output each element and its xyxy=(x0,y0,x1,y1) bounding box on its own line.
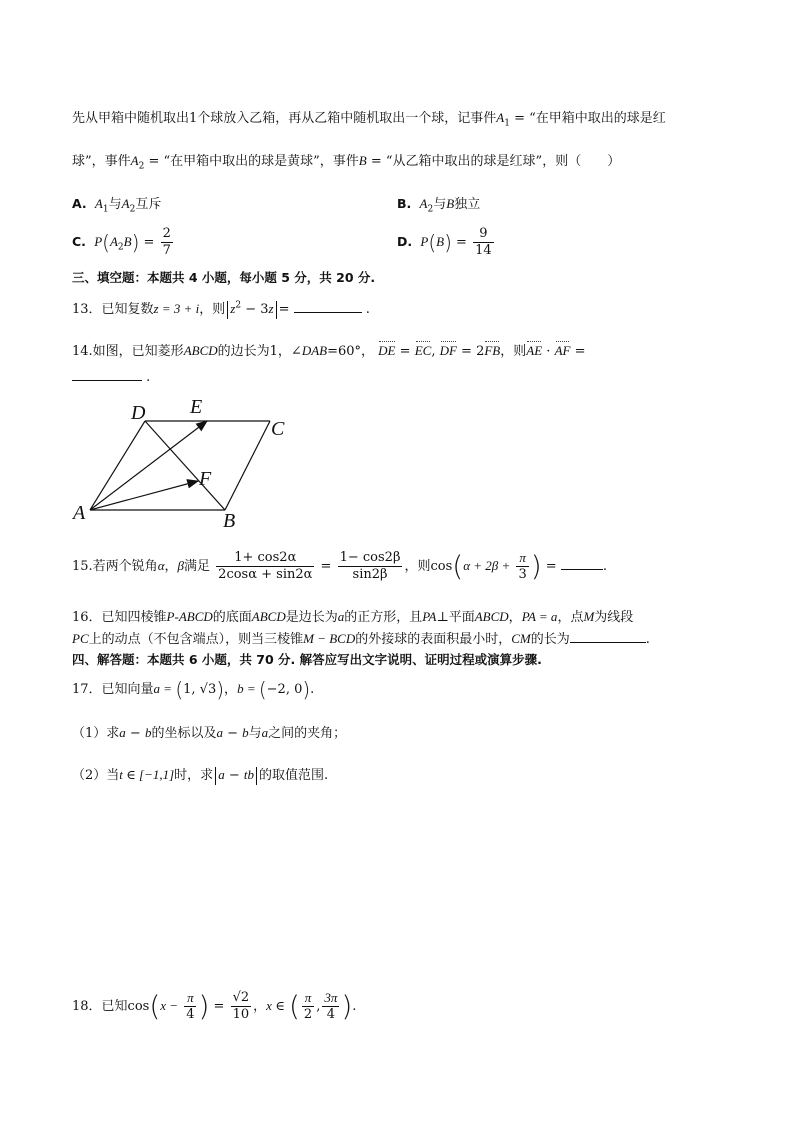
option-d: D. P(B) = $\frac{9}{14}$ xyxy=(397,226,492,258)
question-14: 14.如图，已知菱形ABCD的边长为1，∠DAB=60°， DE = EC, DF = 2FB，则AE · AF = xyxy=(72,343,586,359)
option-b: B. $A_2$与B独立 xyxy=(397,196,481,215)
edge-bc xyxy=(225,421,270,510)
question-16-line1: 16．已知四棱锥P-ABCD的底面ABCD是边长为a的正方形，且PA⊥平面ABCD，PA = a，点M为线段 xyxy=(72,609,634,625)
question-16-line2: PC上的动点（不包含端点），则当三棱锥M − BCD的外接球的表面积最小时，CM的长为 . xyxy=(72,631,650,647)
vector-af xyxy=(90,481,198,510)
edge-da xyxy=(90,421,145,510)
label-b: B xyxy=(223,510,236,532)
question-17-part2: （2）当t ∈ [−1,1]时，求 a − tb 的取值范围. xyxy=(72,767,329,783)
section-3-heading: 三、填空题：本题共 4 小题，每小题 5 分，共 20 分. xyxy=(72,270,376,285)
option-a: A. $A_1$与$A_2$互斥 xyxy=(72,196,162,215)
question-17-part1: （1）求a − b的坐标以及a − b与a之间的夹角； xyxy=(72,725,347,741)
label-c: C xyxy=(271,418,285,440)
label-e: E xyxy=(190,396,203,418)
question-17: 17．已知向量a = (1, √3)，b = (−2, 0). xyxy=(72,677,315,702)
label-a: A xyxy=(73,502,86,524)
question-13: 13．已知复数z = 3 + i，则 $z^2 - 3z$ = . xyxy=(72,300,370,317)
diagonal-db xyxy=(145,421,225,510)
question-18: 18．已知cos(x − $\frac{\pi}{4}$ ) = $\frac{√2}{10}$ ，x ∈ ( $\frac{\pi}{2}$ , $\frac{3\pi}{4}$ ). xyxy=(72,989,357,1023)
rhombus-figure xyxy=(70,395,300,535)
question-15: 15.若两个锐角α，β满足 $\frac{1+ \cos 2\alpha}{2\cos\alpha + \sin 2\alpha}$ = $\frac{1- \cos 2\beta}{\sin 2\beta}$ ，则cos(α + 2β + $\frac{\pi}{3}$ ) = . xyxy=(72,549,607,583)
option-c: C. $P(A_2B)$ = $\frac{2}{7}$ xyxy=(72,226,171,258)
label-f: F xyxy=(199,468,212,490)
question-12-line1: 先从甲箱中随机取出1个球放入乙箱，再从乙箱中随机取出一个球，记事件$A_1$ = “在甲箱中取出的球是红 xyxy=(72,110,666,129)
question-14-answer-line: . xyxy=(72,370,150,385)
label-d: D xyxy=(131,402,146,424)
section-4-heading: 四、解答题：本题共 6 小题，共 70 分. 解答应写出文字说明、证明过程或演算步骤. xyxy=(72,652,542,667)
question-12-line2: 球”，事件$A_2$ = “在甲箱中取出的球是黄球”，事件B = “从乙箱中取出的球是红球”，则（ ） xyxy=(72,153,621,172)
vector-ae xyxy=(90,421,207,510)
